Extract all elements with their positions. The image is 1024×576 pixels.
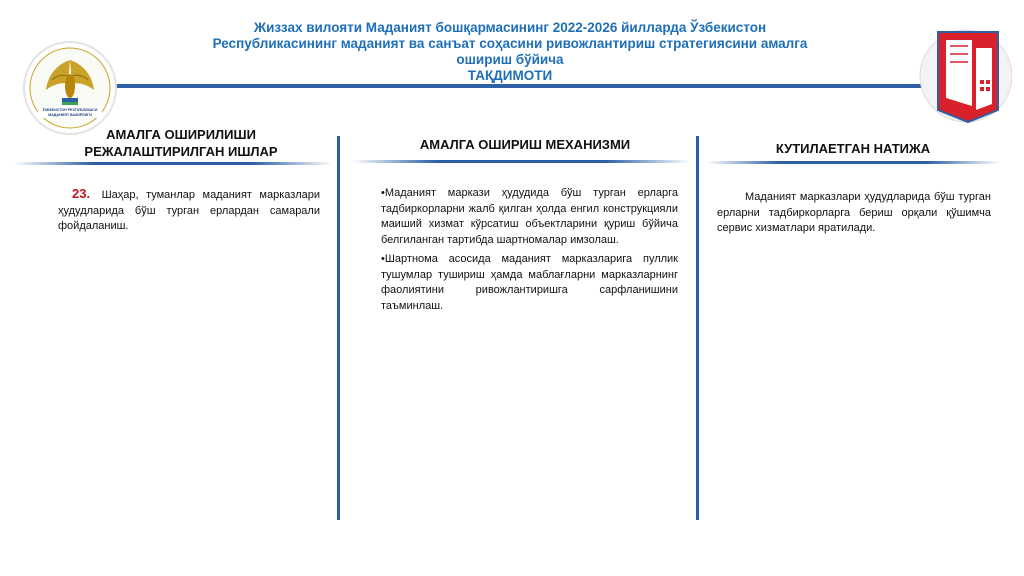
svg-text:МАДАНИЯТ ВАЗИРЛИГИ: МАДАНИЯТ ВАЗИРЛИГИ: [48, 113, 92, 117]
item-number: 23.: [72, 186, 91, 201]
mechanism-list: [381, 186, 678, 318]
building-logo-icon: [916, 26, 1012, 126]
result-text: Маданият марказлари ҳудудларида бўш турган ерларни тадбиркорларга бериш орқали қўшимча сервис хизматлари яратилади.: [717, 191, 991, 234]
header-divider: [110, 84, 940, 88]
result-heading-underline: [706, 161, 1000, 164]
emblem-icon: [22, 40, 118, 136]
svg-text:ЎЗБЕКИСТОН РЕСПУБЛИКАСИ: ЎЗБЕКИСТОН РЕСПУБЛИКАСИ: [42, 108, 98, 112]
title-line-2: Республикасининг маданият ва санъат соҳасини ривожлантириш стратегиясини амалга: [212, 36, 808, 51]
mechanism-bullet-1: •Маданият маркази ҳудудида бўш турган ерларга тадбиркорларни жалб қилган ҳолда енгил конструкцияли маиший хизмат кўрсатиш объектларини қуриш бўйича белгиланган тартибда шартномалар имзолаш.: [381, 187, 678, 246]
planned-works-heading: [40, 126, 322, 160]
column-divider-1: [337, 136, 340, 520]
planned-heading-line2: РЕЖАЛАШТИРИЛГАН ИШЛАР: [84, 144, 278, 159]
title-line-3: ошириш бўйича: [456, 52, 564, 67]
planned-item: [58, 186, 320, 239]
mechanism-bullet-2: •Шартнома асосида маданият марказларига пуллик тушумлар тушириш ҳамда маблағларни марказларнинг фаолиятини ривожлантиришга сарфланишини таъминлаш.: [381, 253, 678, 312]
page-title: [160, 20, 860, 84]
mechanism-heading: АМАЛГА ОШИРИШ МЕХАНИЗМИ: [419, 137, 631, 152]
mechanism-heading-underline: [352, 160, 690, 163]
column-divider-2: [696, 136, 699, 520]
planned-heading-line1: АМАЛГА ОШИРИЛИШИ: [106, 127, 256, 142]
planned-heading-underline: [14, 162, 332, 165]
title-line-1: Жиззах вилояти Маданият бошқармасининг 2022-2026 йилларда Ўзбекистон: [253, 20, 767, 35]
ministry-logo: [22, 40, 118, 136]
culture-logo: [916, 26, 1012, 126]
result-heading: КУТИЛАЕТГАН НАТИЖА: [775, 141, 931, 156]
planned-item-text: Шаҳар, туманлар маданият марказлари ҳудудларида бўш турган ерлардан самарали фойдаланиш.: [58, 189, 320, 232]
result-text-block: [717, 190, 991, 241]
title-line-4: ТАҚДИМОТИ: [467, 68, 553, 83]
